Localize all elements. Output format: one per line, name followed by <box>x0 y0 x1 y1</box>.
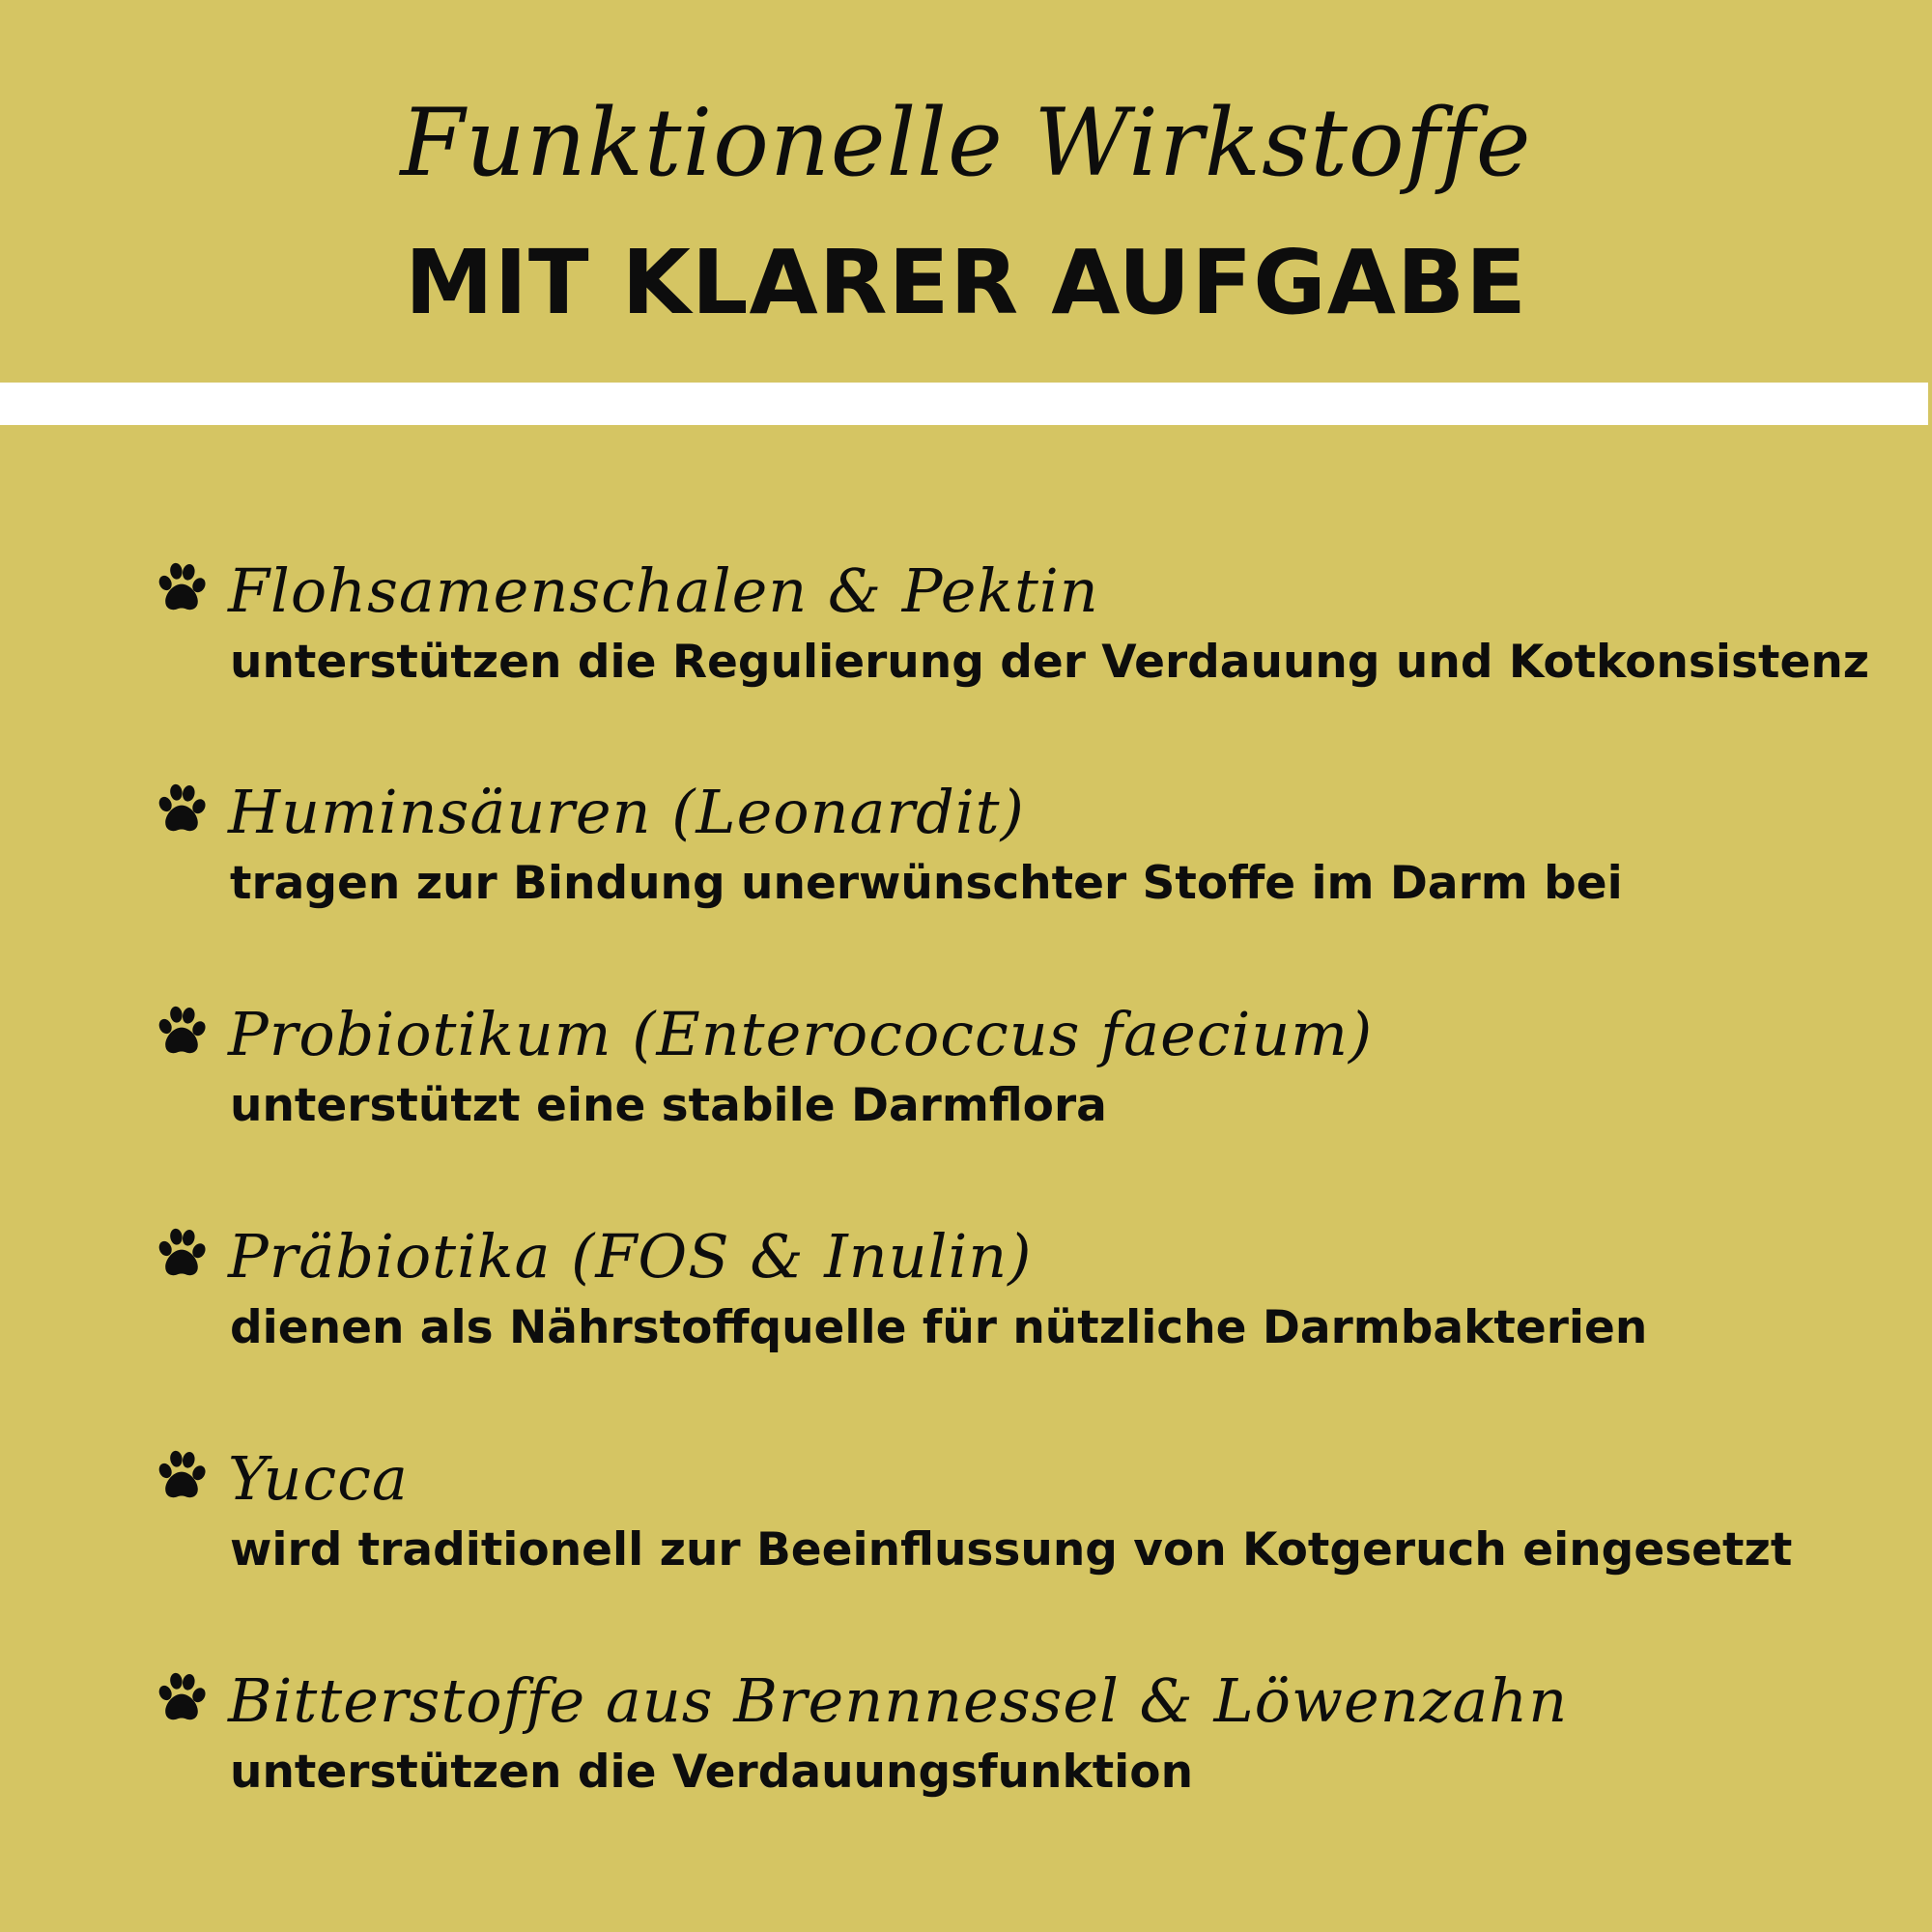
item-name: Flohsamenschalen & Pektin <box>228 555 1099 626</box>
item-description: dienen als Nährstoffquelle für nützliche Darmbakterien <box>230 1301 1648 1354</box>
divider <box>0 383 1928 425</box>
item-name: Yucca <box>228 1443 409 1514</box>
list-item <box>0 1662 1932 1856</box>
item-description: tragen zur Bindung unerwünschter Stoffe im Darm bei <box>230 857 1623 910</box>
paw-icon <box>155 1004 209 1058</box>
list-item <box>0 553 1932 746</box>
header <box>0 0 1932 383</box>
item-description: unterstützen die Regulierung der Verdauung und Kotkonsistenz <box>230 636 1870 689</box>
paw-icon <box>155 1670 209 1724</box>
item-name: Präbiotika (FOS & Inulin) <box>228 1221 1033 1292</box>
item-description: wird traditionell zur Beeinflussung von Kotgeruch eingesetzt <box>230 1523 1793 1577</box>
item-name: Probiotikum (Enterococcus faecium) <box>228 999 1374 1069</box>
paw-icon <box>155 781 209 836</box>
item-description: unterstützen die Verdauungsfunktion <box>230 1746 1194 1799</box>
paw-icon <box>155 560 209 614</box>
list-item <box>0 774 1932 967</box>
item-description: unterstützt eine stabile Darmflora <box>230 1079 1107 1132</box>
paw-icon <box>155 1226 209 1280</box>
item-name: Bitterstoffe aus Brennnessel & Löwenzahn <box>228 1665 1569 1736</box>
item-name: Huminsäuren (Leonardit) <box>228 777 1025 847</box>
title-bold: MIT KLARER AUFGABE <box>405 231 1527 334</box>
list-item <box>0 1218 1932 1411</box>
paw-icon <box>155 1448 209 1502</box>
list-item <box>0 996 1932 1189</box>
list-item <box>0 1440 1932 1634</box>
title-script: Funktionelle Wirkstoffe <box>400 89 1532 197</box>
